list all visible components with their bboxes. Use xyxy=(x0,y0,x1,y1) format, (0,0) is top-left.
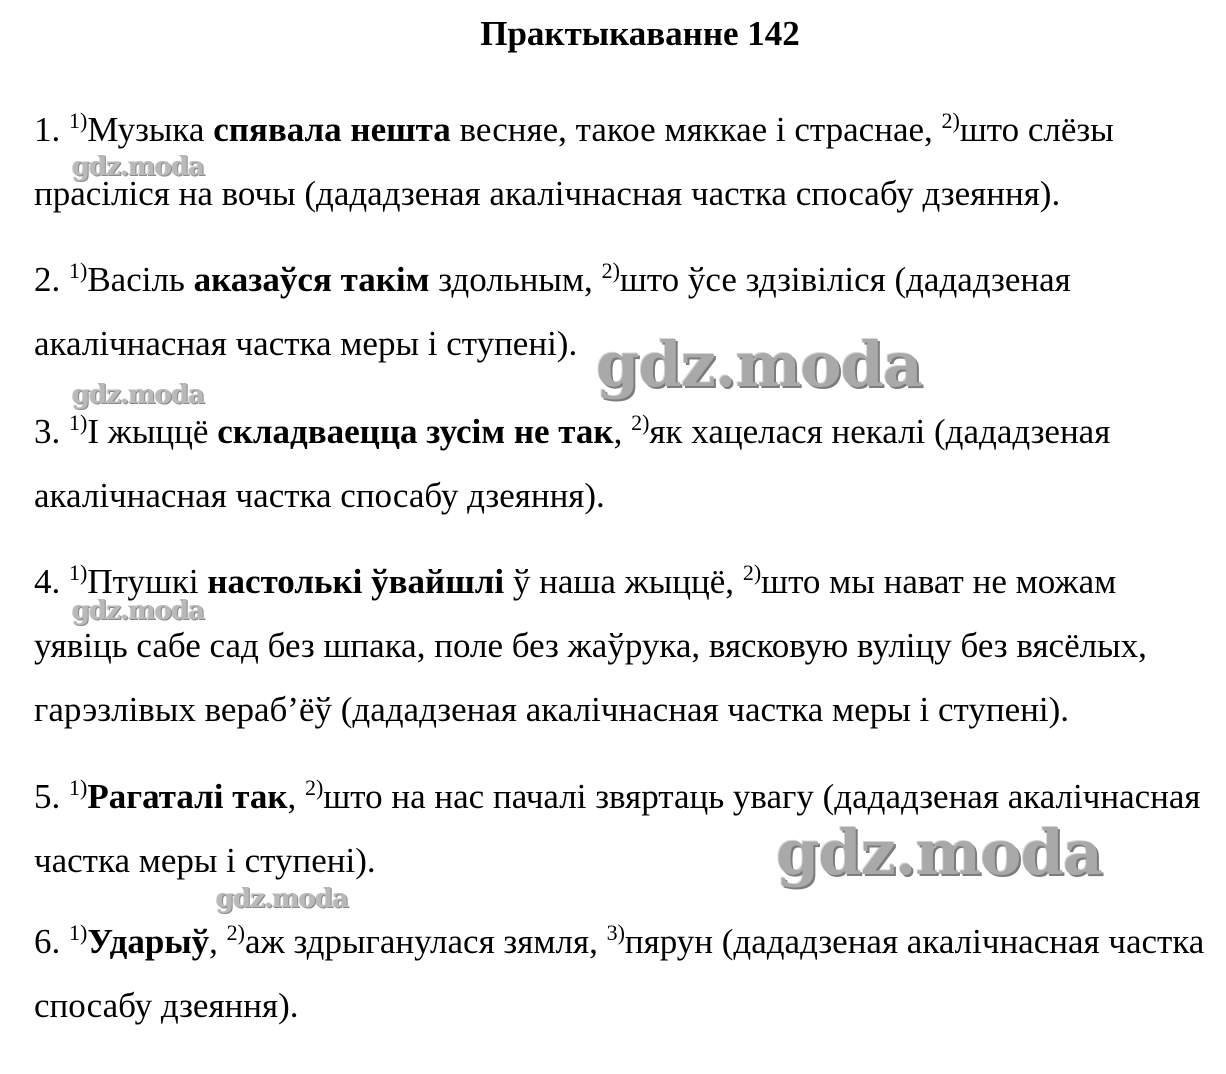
item-text: здольным, xyxy=(429,260,602,299)
highlighted-phrase: Ударыў xyxy=(87,922,210,961)
exercise-item-4 xyxy=(34,550,1206,742)
item-text: пярун (дададзеная акалічнасная частка спосабу дзеяння). xyxy=(34,922,1205,1025)
item-text: што мы нават не можам уявіць сабе сад без шпака, поле без жаўрука, вясковую вуліцу без вясёлых, гарэзлівых вераб’ёў (дададзеная акалічнасная частка меры і ступені). xyxy=(34,562,1147,729)
exercise-item-6 xyxy=(34,910,1206,1038)
item-text: , xyxy=(209,922,227,961)
item-text: весняе, такое мяккае і страснае, xyxy=(450,110,942,149)
watermark: gdz.moda xyxy=(72,152,205,182)
exercise-item-5 xyxy=(34,765,1206,893)
item-text: , xyxy=(613,412,632,451)
exercise-item-2 xyxy=(34,248,1206,376)
item-text: як хацелася некалі (дададзеная акалічнасная частка спосабу дзеяння). xyxy=(34,412,1111,515)
item-number: 5. xyxy=(34,777,61,816)
clause-marker: 1) xyxy=(69,560,88,585)
item-text: І жыццё xyxy=(87,412,218,451)
clause-marker: 3) xyxy=(606,920,625,945)
item-text: Птушкі xyxy=(87,562,208,601)
item-number: 6. xyxy=(34,922,61,961)
clause-marker: 1) xyxy=(69,920,88,945)
clause-marker: 2) xyxy=(226,920,245,945)
highlighted-phrase: складваецца зусім не так xyxy=(217,412,614,451)
clause-marker: 1) xyxy=(69,775,88,800)
highlighted-phrase: спявала нешта xyxy=(213,110,451,149)
clause-marker: 2) xyxy=(941,108,960,133)
clause-marker: 2) xyxy=(631,410,650,435)
clause-marker: 2) xyxy=(601,258,620,283)
item-number: 3. xyxy=(34,412,61,451)
clause-marker: 2) xyxy=(742,560,762,585)
highlighted-phrase: Рагаталі так xyxy=(87,777,288,816)
clause-marker: 2) xyxy=(305,775,324,800)
item-text: што ўсе здзівіліся (дададзеная акалічнасная частка меры і ступені). xyxy=(34,260,1071,363)
item-text: Музыка xyxy=(87,110,214,149)
exercise-item-3 xyxy=(34,400,1206,528)
watermark: gdz.moda xyxy=(216,884,349,914)
watermark: gdz.moda xyxy=(776,816,1102,889)
clause-marker: 1) xyxy=(69,108,88,133)
item-text: Васіль xyxy=(87,260,194,299)
clause-marker: 1) xyxy=(69,258,88,283)
highlighted-phrase: настолькі ўвайшлі xyxy=(207,562,505,601)
exercise-item-1 xyxy=(34,98,1206,226)
item-number: 2. xyxy=(34,260,61,299)
watermark: gdz.moda xyxy=(72,380,205,410)
item-text: што слёзы прасіліся на вочы (дададзеная акалічнасная частка спосабу дзеяння). xyxy=(34,110,1114,213)
clause-marker: 1) xyxy=(69,410,88,435)
item-number: 4. xyxy=(34,562,61,601)
watermark: gdz.moda xyxy=(596,328,922,401)
page-title: Практыкаванне 142 xyxy=(480,14,800,53)
item-text: што на нас пачалі звяртаць увагу (дададзеная акалічнасная частка меры і ступені). xyxy=(34,777,1201,880)
item-text: аж здрыганулася зямля, xyxy=(244,922,607,961)
highlighted-phrase: аказаўся такім xyxy=(193,260,430,299)
item-text: ў наша жыццё, xyxy=(504,562,743,601)
item-text: , xyxy=(287,777,306,816)
watermark: gdz.moda xyxy=(72,596,205,626)
item-number: 1. xyxy=(34,110,61,149)
